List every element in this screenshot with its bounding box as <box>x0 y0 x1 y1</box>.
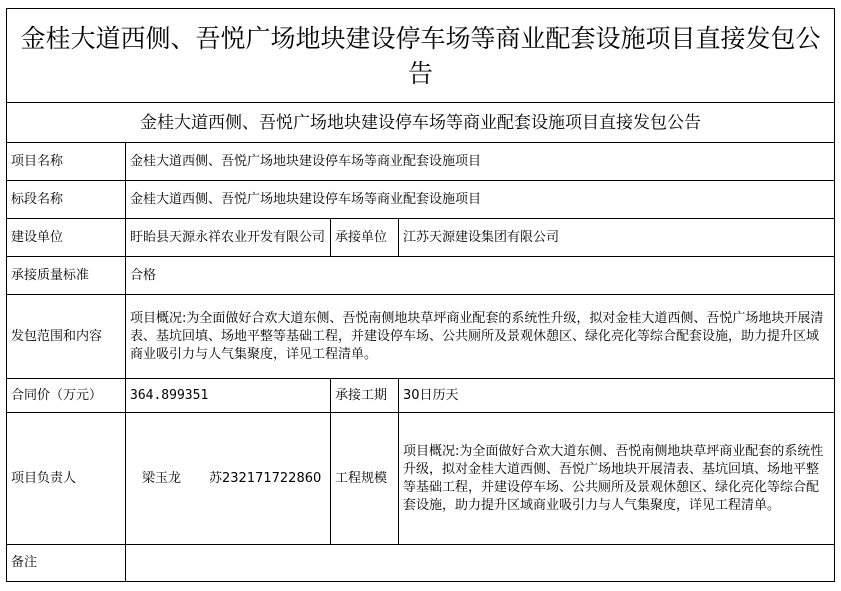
quality-value: 合格 <box>126 257 835 295</box>
remark-label: 备注 <box>7 545 126 582</box>
scale-label: 工程规模 <box>331 413 399 545</box>
duration-value: 30日历天 <box>399 379 835 413</box>
scope-label: 发包范围和内容 <box>7 295 126 379</box>
builder-value: 盱眙县天源永祥农业开发有限公司 <box>126 219 331 257</box>
scope-value: 项目概况:为全面做好合欢大道东侧、吾悦南侧地块草坪商业配套的系统性升级，拟对金桂大道西侧、吾悦广场地块开展清表、基坑回填、场地平整等基础工程，并建设停车场、公共厕所及景观休憩区、绿化亮化等综合配套设施，助力提升区域商业吸引力与人气集聚度，详见工程清单。 <box>126 295 835 379</box>
section-name-value: 金桂大道西侧、吾悦广场地块建设停车场等商业配套设施项目 <box>126 181 835 219</box>
duration-label: 承接工期 <box>331 379 399 413</box>
manager-name: 梁玉龙 <box>142 470 182 486</box>
table-row <box>7 379 835 413</box>
contractor-label: 承接单位 <box>331 219 399 257</box>
project-name-value: 金桂大道西侧、吾悦广场地块建设停车场等商业配套设施项目 <box>126 143 835 181</box>
notice-title: 金桂大道西侧、吾悦广场地块建设停车场等商业配套设施项目直接发包公告 <box>7 9 835 103</box>
table-row <box>7 545 835 582</box>
price-value: 364.899351 <box>126 379 331 413</box>
table-row <box>7 413 835 545</box>
contractor-value: 江苏天源建设集团有限公司 <box>399 219 835 257</box>
quality-label: 承接质量标准 <box>7 257 126 295</box>
table-row <box>7 143 835 181</box>
table-row <box>7 181 835 219</box>
remark-value <box>126 545 835 582</box>
section-name-label: 标段名称 <box>7 181 126 219</box>
notice-table <box>6 8 835 582</box>
manager-label: 项目负责人 <box>7 413 126 545</box>
manager-id: 苏232171722860 <box>209 470 322 486</box>
table-row <box>7 257 835 295</box>
scale-value: 项目概况:为全面做好合欢大道东侧、吾悦南侧地块草坪商业配套的系统性升级，拟对金桂大道西侧、吾悦广场地块开展清表、基坑回填、场地平整等基础工程，并建设停车场、公共厕所及景观休憩区、绿化亮化等综合配套设施，助力提升区域商业吸引力与人气集聚度，详见工程清单。 <box>399 413 835 545</box>
table-row <box>7 295 835 379</box>
price-label: 合同价（万元） <box>7 379 126 413</box>
manager-cell <box>126 413 331 545</box>
notice-subtitle: 金桂大道西侧、吾悦广场地块建设停车场等商业配套设施项目直接发包公告 <box>7 103 835 143</box>
table-row <box>7 219 835 257</box>
project-name-label: 项目名称 <box>7 143 126 181</box>
builder-label: 建设单位 <box>7 219 126 257</box>
